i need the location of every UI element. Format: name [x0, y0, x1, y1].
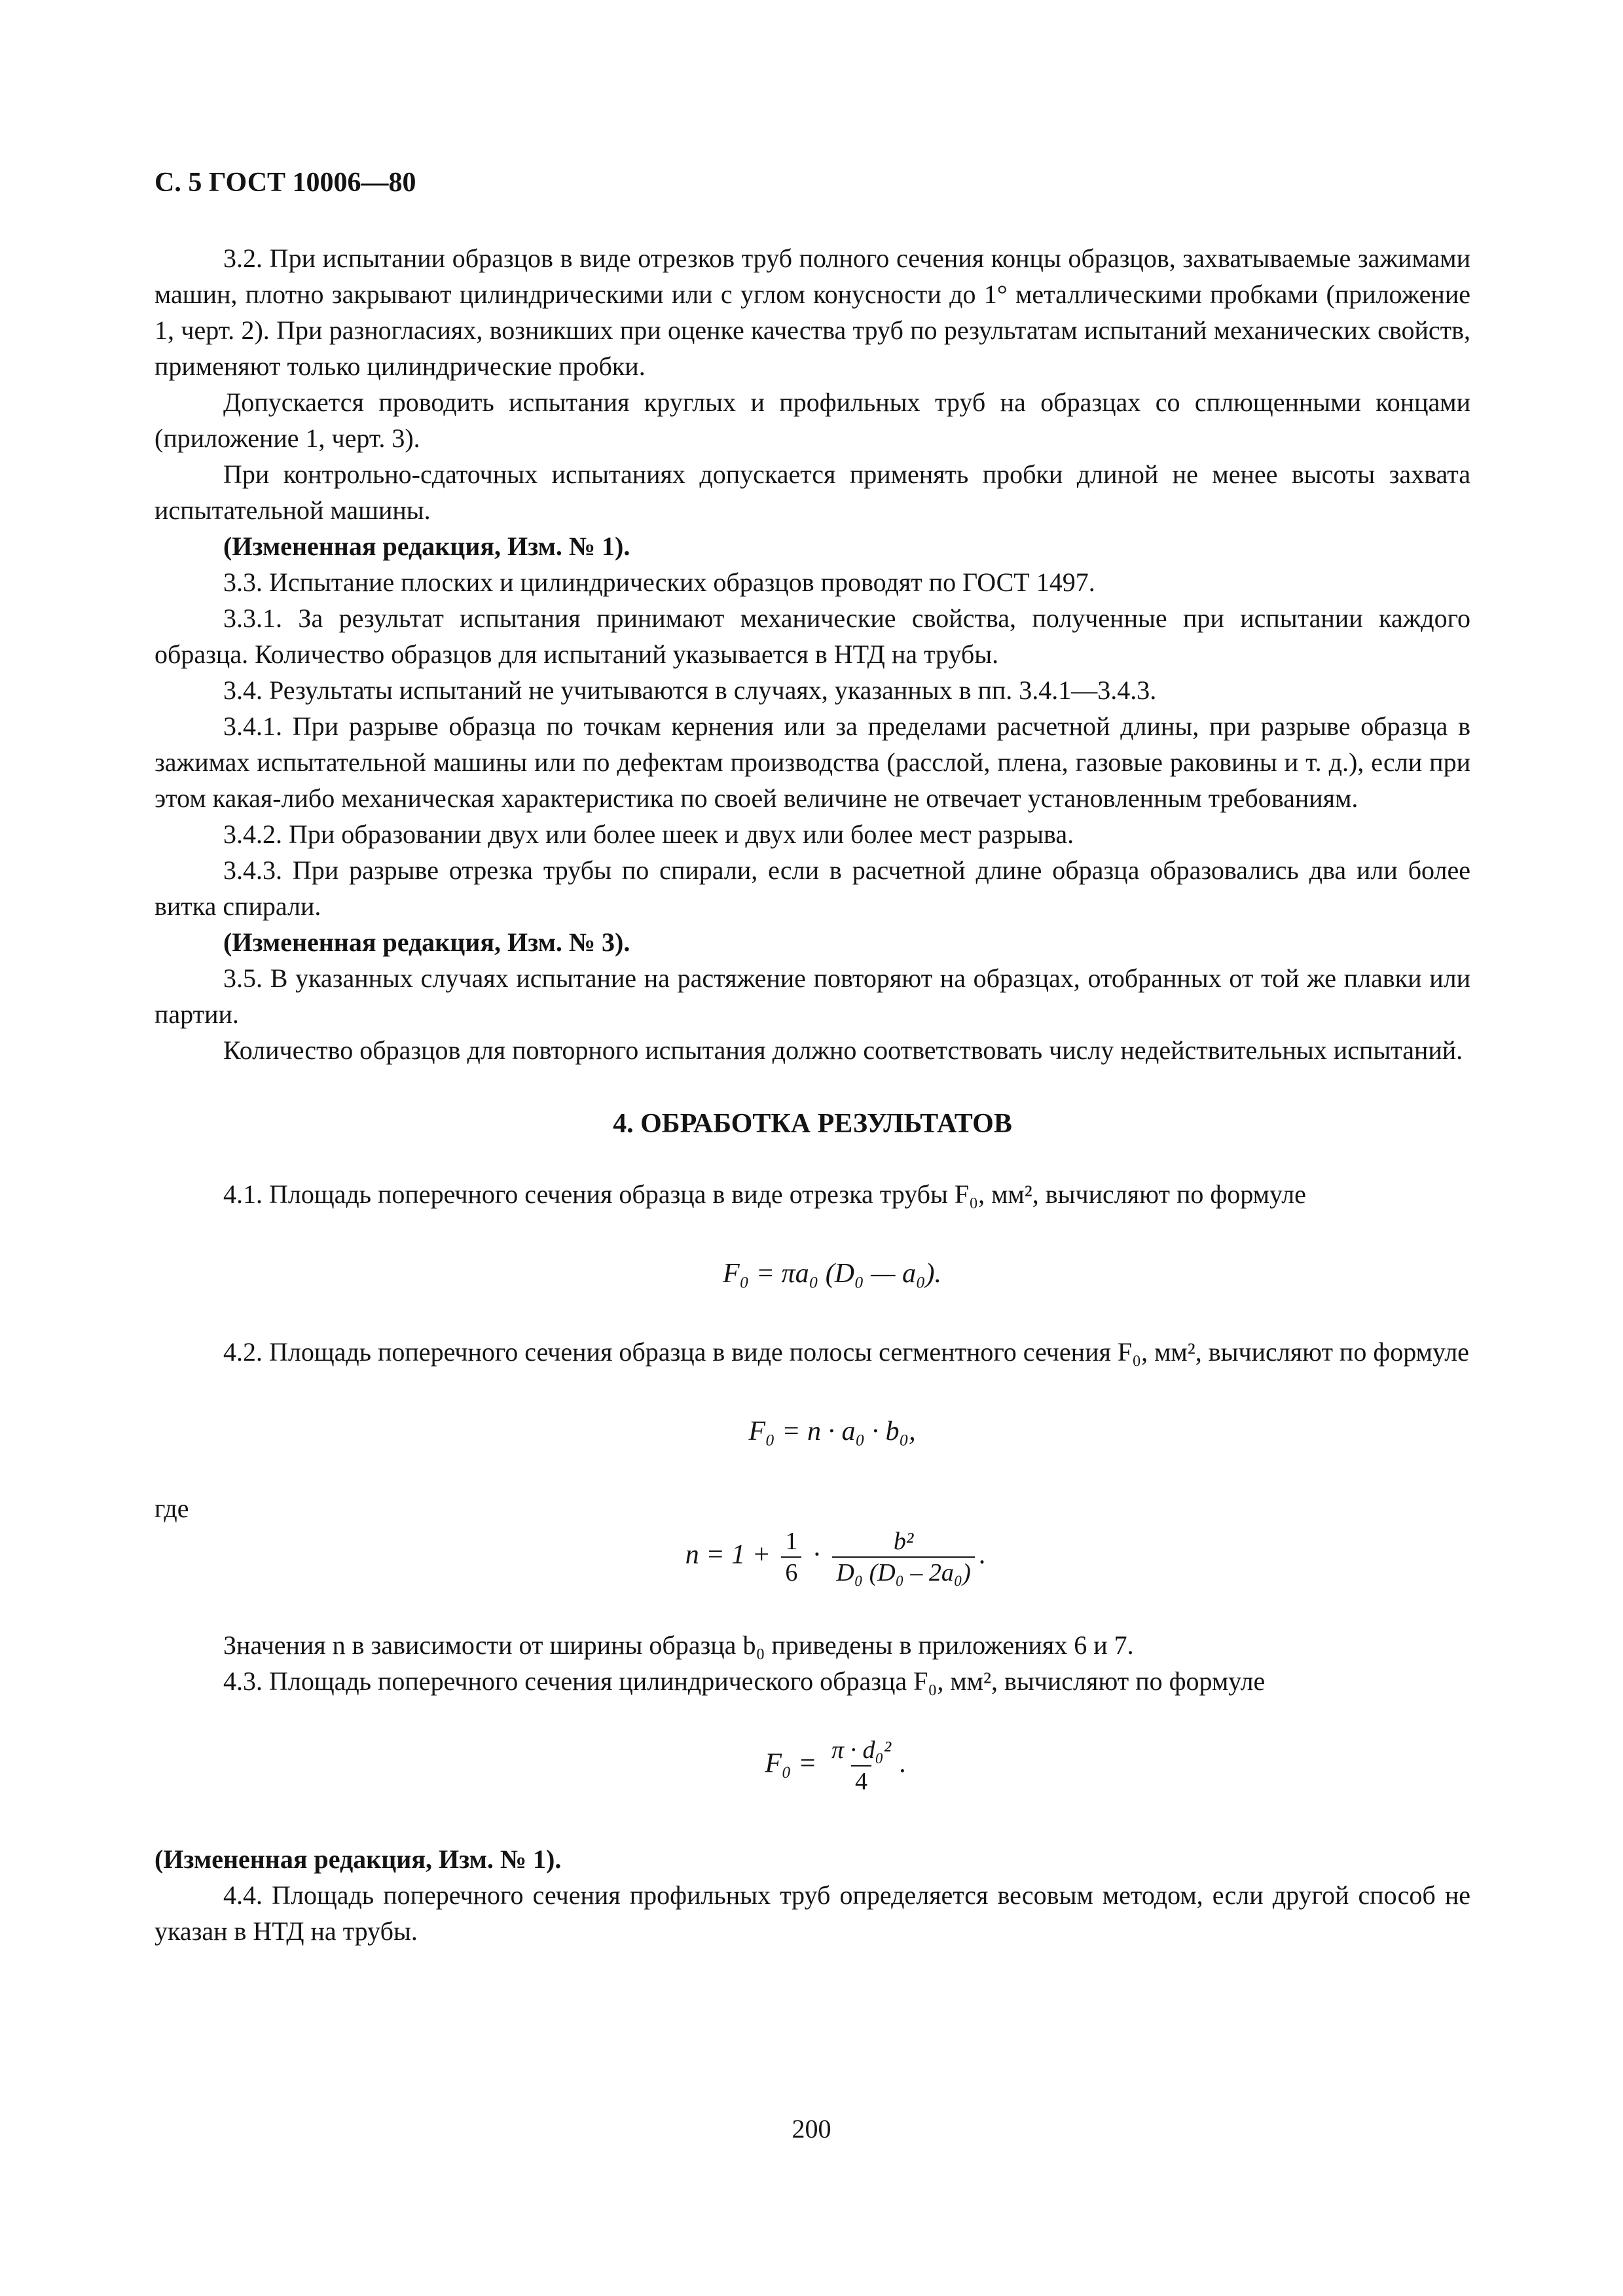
section-title: 4. ОБРАБОТКА РЕЗУЛЬТАТОВ	[613, 1109, 1012, 1139]
paragraph-4-4: 4.4. Площадь поперечного сечения профильных труб определяется весовым методом, если другой способ не указан в НТД на трубы.	[155, 1880, 1470, 1946]
paragraph-3-3: 3.3. Испытание плоских и цилиндрических образцов проводят по ГОСТ 1497.	[223, 567, 1095, 597]
paragraph-3-4-1: 3.4.1. При разрыве образца по точкам кернения или за пределами расчетной длины, при разрыве образца в зажимах испытательной машины или по дефектам производства (расслой, плена, газовые раковины и т. д.), если при этом какая-либо механическая характеристика по своей величине не отвечает установленным требованиям.	[155, 711, 1470, 813]
paragraph-retest-count: Количество образцов для повторного испытания должно соответствовать числу недействительных испытаний.	[223, 1035, 1463, 1065]
multiply-dot: ·	[805, 1539, 829, 1570]
fraction-numerator: 1	[785, 1528, 798, 1555]
paragraph-3-4-3: 3.4.3. При разрыве отрезка трубы по спирали, если в расчетной длине образца образовались два или более витка спирали.	[155, 855, 1470, 921]
formula-tube-area: F₀ = πa₀ (D₀ — a₀).	[722, 1259, 942, 1289]
paragraph-4-2: 4.2. Площадь поперечного сечения образца в виде полосы сегментного сечения F₀, мм², вычисляют по формуле	[223, 1337, 1469, 1367]
paragraph-n-values: Значения n в зависимости от ширины образца b₀ приведены в приложениях 6 и 7.	[223, 1630, 1134, 1660]
paragraph-3-2: 3.2. При испытании образцов в виде отрезков труб полного сечения концы образцов, захватываемые зажимами машин, плотно закрывают цилиндрическими или с углом конусности до 1° металлическими пробками (приложение 1, черт. 2). При разногласиях, возникших при оценке качества труб по результатам испытаний механических свойств, применяют только цилиндрические пробки.	[155, 243, 1470, 381]
page-header: С. 5 ГОСТ 10006—80	[155, 168, 416, 198]
amendment-note: (Измененная редакция, Изм. № 1).	[155, 1844, 562, 1874]
paragraph-3-4-2: 3.4.2. При образовании двух или более шеек и двух или более мест разрыва.	[223, 819, 1074, 849]
formula-end-period: .	[899, 1748, 906, 1779]
page-content	[155, 240, 1470, 1949]
paragraph-flattened-ends: Допускается проводить испытания круглых и профильных труб на образцах со сплющенными концами (приложение 1, черт. 3).	[155, 387, 1470, 453]
fraction-one-sixth	[781, 1526, 801, 1588]
formula-f0-lhs: F₀ =	[765, 1748, 824, 1779]
fraction-pi-d-squared	[828, 1735, 895, 1797]
fraction-b-squared	[832, 1526, 974, 1588]
formula-cylinder-area	[155, 1735, 1470, 1797]
formula-strip-area: F₀ = n · a₀ · b₀,	[748, 1416, 916, 1446]
formula-n-coefficient	[155, 1526, 1470, 1588]
paragraph-3-5: 3.5. В указанных случаях испытание на растяжение повторяют на образцах, отобранных от той же плавки или партии.	[155, 963, 1470, 1029]
fraction-denominator: 4	[851, 1765, 871, 1797]
paragraph-4-1: 4.1. Площадь поперечного сечения образца в виде отрезка трубы F₀, мм², вычисляют по формуле	[223, 1179, 1306, 1209]
formula-end-period: .	[978, 1539, 986, 1570]
fraction-denominator: 6	[781, 1556, 801, 1588]
formula-n-lhs: n = 1 +	[685, 1539, 778, 1570]
amendment-note: (Измененная редакция, Изм. № 3).	[223, 927, 630, 957]
page-number: 200	[792, 2114, 831, 2144]
amendment-note: (Измененная редакция, Изм. № 1).	[223, 531, 630, 561]
paragraph-plugs-length: При контрольно-сдаточных испытаниях допускается применять пробки длиной не менее высоты захвата испытательной машины.	[155, 459, 1470, 525]
fraction-numerator: π · d₀²	[831, 1736, 892, 1764]
fraction-denominator: D₀ (D₀ – 2a₀)	[832, 1556, 974, 1588]
where-label: где	[155, 1494, 189, 1523]
paragraph-3-4: 3.4. Результаты испытаний не учитываются в случаях, указанных в пп. 3.4.1—3.4.3.	[223, 675, 1157, 705]
paragraph-4-3: 4.3. Площадь поперечного сечения цилиндрического образца F₀, мм², вычисляют по формуле	[223, 1666, 1266, 1696]
paragraph-3-3-1: 3.3.1. За результат испытания принимают механические свойства, полученные при испытании каждого образца. Количество образцов для испытаний указывается в НТД на трубы.	[155, 603, 1470, 669]
fraction-numerator: b²	[893, 1528, 914, 1555]
